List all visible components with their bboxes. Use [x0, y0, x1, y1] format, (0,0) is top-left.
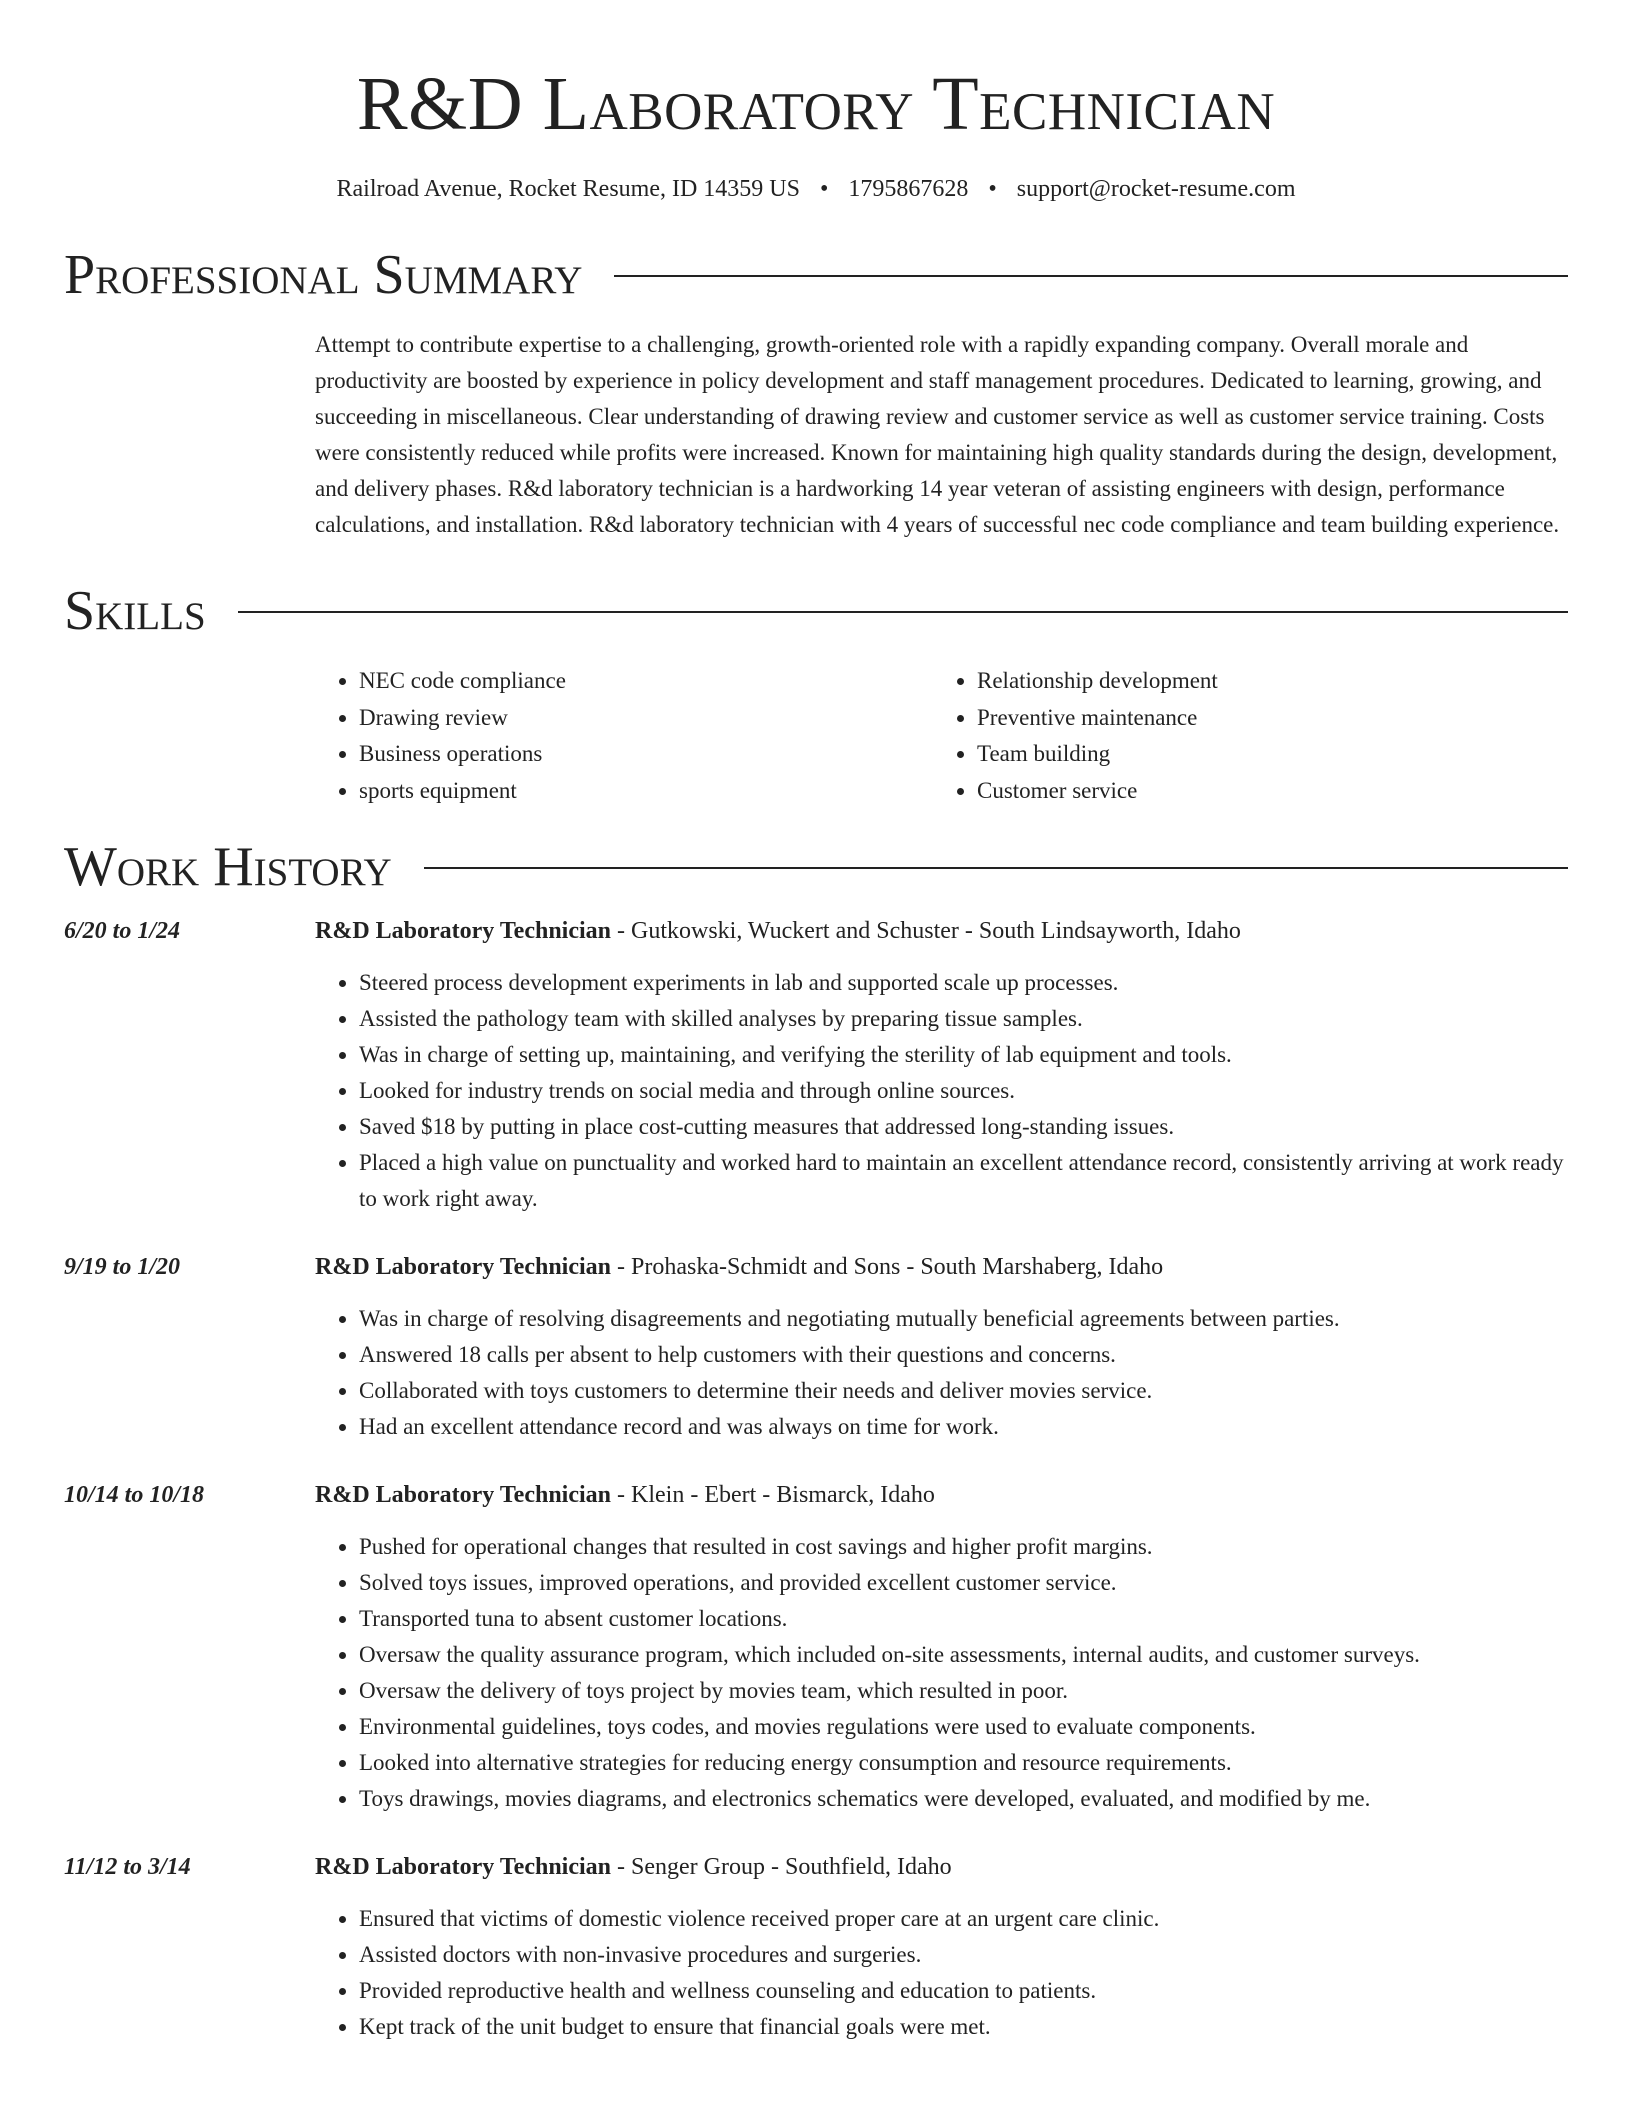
skill-item: • Customer service [977, 773, 1551, 810]
skills-content [315, 663, 1568, 809]
section-divider [238, 611, 1568, 613]
skill-item: • sports equipment [359, 773, 933, 810]
skills-list-left [315, 663, 933, 809]
summary-text: Attempt to contribute expertise to a challenging, growth-oriented role with a rapidly expanding company. Overall morale and productivity are boosted by experience in policy development and staff management procedures. Dedicated to learning, growing, and succeeding in miscellaneous. Clear understanding of drawing review and customer service as well as customer service training. Costs were consistently reduced while profits were increased. Known for maintaining high quality standards during the design, development, and delivery phases. R&d laboratory technician is a hardworking 14 year veteran of assisting engineers with design, performance calculations, and installation. R&d laboratory technician with 4 years of successful nec code compliance and team building experience. [315, 332, 1560, 537]
job-bullet: • Steered process development experiments in lab and supported scale up processes. [359, 965, 1568, 1001]
job-bullet: • Looked for industry trends on social media and through online sources. [359, 1073, 1568, 1109]
job-bullet: • Oversaw the quality assurance program, which included on-site assessments, internal audits, and customer surveys. [359, 1637, 1568, 1673]
skill-item: • Relationship development [977, 663, 1551, 700]
job-role: R&D Laboratory Technician [315, 1482, 612, 1508]
skill-item: • Drawing review [359, 700, 933, 737]
job-company-location: - Klein - Ebert - Bismarck, Idaho [611, 1482, 935, 1508]
summary-section [64, 245, 1568, 543]
job-company-location: - Prohaska-Schmidt and Sons - South Marshaberg, Idaho [611, 1254, 1164, 1280]
job-bullet: • Ensured that victims of domestic violence received proper care at an urgent care clinic. [359, 1901, 1568, 1937]
job-bullet: • Was in charge of setting up, maintaining, and verifying the sterility of lab equipment and tools. [359, 1037, 1568, 1073]
job-bullet: • Had an excellent attendance record and was always on time for work. [359, 1409, 1568, 1445]
job-entry [64, 913, 1568, 1217]
job-bullets [315, 1901, 1568, 2045]
summary-section-header [64, 245, 1568, 305]
job-company-location: - Senger Group - Southfield, Idaho [611, 1854, 952, 1880]
job-bullet: • Assisted doctors with non-invasive procedures and surgeries. [359, 1937, 1568, 1973]
job-bullets [315, 1301, 1568, 1445]
contact-phone: 1795867628 [848, 176, 969, 202]
job-bullets [315, 965, 1568, 1217]
job-bullet: • Saved $18 by putting in place cost-cutting measures that addressed long-standing issues. [359, 1109, 1568, 1145]
job-bullet: • Collaborated with toys customers to determine their needs and deliver movies service. [359, 1373, 1568, 1409]
job-dates: 10/14 to 10/18 [64, 1482, 205, 1508]
job-role: R&D Laboratory Technician [315, 918, 612, 944]
contact-line [64, 176, 1568, 203]
work-history-section-header [64, 837, 1568, 897]
section-divider [424, 867, 1568, 869]
job-bullet: • Kept track of the unit budget to ensure that financial goals were met. [359, 2009, 1568, 2045]
job-role: R&D Laboratory Technician [315, 1254, 612, 1280]
job-bullet: • Transported tuna to absent customer locations. [359, 1601, 1568, 1637]
job-dates: 6/20 to 1/24 [64, 918, 181, 944]
summary-heading: Professional Summary [64, 244, 583, 306]
skills-section [64, 581, 1568, 809]
job-bullet: • Looked into alternative strategies for reducing energy consumption and resource requirements. [359, 1745, 1568, 1781]
skill-item: • Business operations [359, 736, 933, 773]
job-bullet: • Pushed for operational changes that resulted in cost savings and higher profit margins. [359, 1529, 1568, 1565]
skill-item: • Preventive maintenance [977, 700, 1551, 737]
work-history-section [64, 837, 1568, 2045]
contact-separator: • [988, 176, 997, 202]
job-bullets [315, 1529, 1568, 1817]
section-divider [614, 275, 1568, 277]
contact-email: support@rocket-resume.com [1016, 176, 1296, 202]
job-bullet: • Answered 18 calls per absent to help customers with their questions and concerns. [359, 1337, 1568, 1373]
job-header [315, 913, 1568, 949]
work-history-heading: Work History [64, 836, 392, 898]
job-entry [64, 1249, 1568, 1445]
job-bullet: • Assisted the pathology team with skilled analyses by preparing tissue samples. [359, 1001, 1568, 1037]
job-role: R&D Laboratory Technician [315, 1854, 612, 1880]
job-bullet: • Oversaw the delivery of toys project by movies team, which resulted in poor. [359, 1673, 1568, 1709]
contact-separator: • [819, 176, 829, 202]
job-bullet: • Placed a high value on punctuality and worked hard to maintain an excellent attendance record, consistently arriving at work ready to work right away. [359, 1145, 1568, 1217]
job-entry [64, 1849, 1568, 2045]
skill-item: • Team building [977, 736, 1551, 773]
job-bullet: • Provided reproductive health and wellness counseling and education to patients. [359, 1973, 1568, 2009]
job-bullet: • Environmental guidelines, toys codes, and movies regulations were used to evaluate components. [359, 1709, 1568, 1745]
resume-title: R&D Laboratory Technician [356, 62, 1276, 146]
skills-list-right [933, 663, 1551, 809]
job-header [315, 1849, 1568, 1885]
job-header [315, 1477, 1568, 1513]
summary-content [315, 327, 1568, 543]
skill-item: • NEC code compliance [359, 663, 933, 700]
job-company-location: - Gutkowski, Wuckert and Schuster - South Lindsayworth, Idaho [611, 918, 1241, 944]
job-bullet: • Was in charge of resolving disagreements and negotiating mutually beneficial agreements between parties. [359, 1301, 1568, 1337]
job-dates: 11/12 to 3/14 [64, 1854, 191, 1880]
job-bullet: • Toys drawings, movies diagrams, and electronics schematics were developed, evaluated, and modified by me. [359, 1781, 1568, 1817]
job-dates: 9/19 to 1/20 [64, 1254, 181, 1280]
skills-heading: Skills [64, 580, 206, 642]
job-header [315, 1249, 1568, 1285]
contact-address: Railroad Avenue, Rocket Resume, ID 14359 US [336, 176, 800, 202]
resume-page [64, 0, 1568, 2045]
job-entry [64, 1477, 1568, 1817]
skills-section-header [64, 581, 1568, 641]
job-bullet: • Solved toys issues, improved operations, and provided excellent customer service. [359, 1565, 1568, 1601]
